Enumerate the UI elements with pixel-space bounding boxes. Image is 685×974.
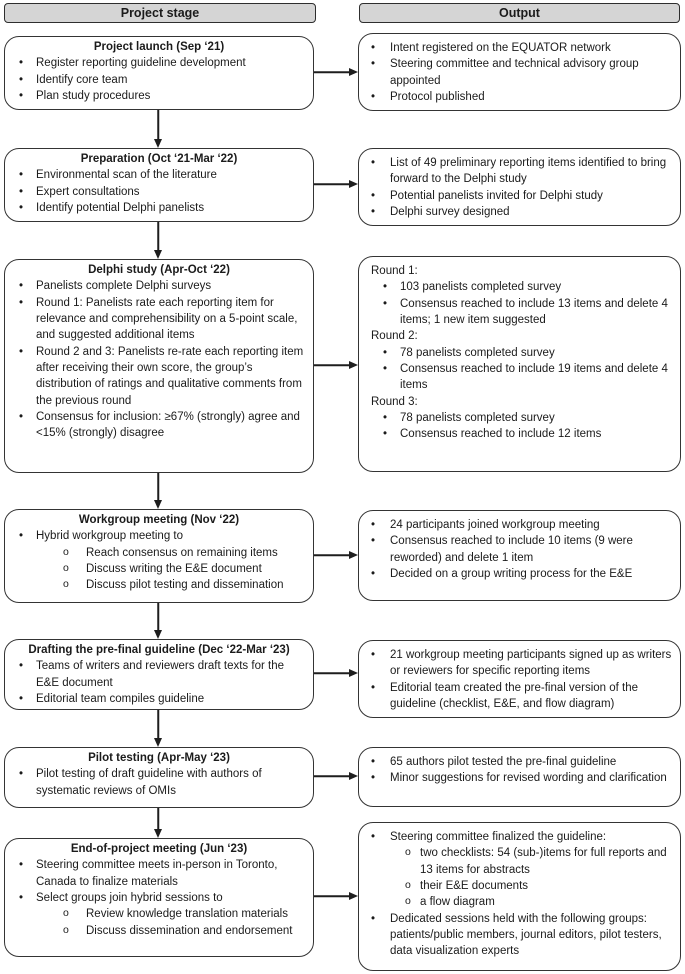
stage-title: Project launch (Sep ‘21) [93, 41, 225, 53]
item-text: Discuss dissemination and endorsement [86, 924, 293, 937]
item-text: Register reporting guideline development [36, 57, 246, 70]
item-text: Round 2 and 3: Panelists re-rate each reporting item after receiving their own score, the group’s distribution of ratings and qualitative comments from the previous round [36, 345, 304, 407]
arrow-line [157, 110, 159, 142]
bullet-icon: • [371, 756, 376, 768]
item-text: Decided on a group writing process for the E&E [390, 567, 633, 580]
list-item [13, 55, 305, 71]
output-box [358, 747, 681, 807]
bullet-icon: • [19, 410, 24, 423]
circle-bullet-icon: o [405, 878, 411, 891]
item-text: Hybrid workgroup meeting to [36, 530, 184, 543]
item-text: Editorial team compiles guideline [36, 692, 205, 705]
item-text: 21 workgroup meeting participants signed up as writers or reviewers for specific reporting items [390, 649, 672, 678]
arrow-head [349, 361, 358, 369]
list-item [379, 426, 672, 442]
down-arrow-icon [152, 110, 164, 148]
stage-list [13, 167, 305, 216]
circle-bullet-icon: o [63, 561, 69, 574]
item-text: Consensus reached to include 12 items [400, 428, 602, 441]
arrow-head [349, 892, 358, 900]
item-text: Panelists complete Delphi surveys [36, 280, 212, 293]
arrow-line [157, 603, 159, 633]
bullet-icon: • [383, 362, 388, 375]
arrow-head [349, 68, 358, 76]
list-item [367, 770, 672, 786]
list-item [57, 545, 305, 561]
down-arrow-icon [152, 222, 164, 259]
item-text: Review knowledge translation materials [86, 908, 288, 921]
item-text: 78 panelists completed survey [400, 346, 555, 359]
bullet-icon: • [383, 281, 388, 294]
item-text: Discuss writing the E&E document [86, 562, 262, 575]
down-arrow-icon [152, 808, 164, 838]
item-text: Editorial team created the pre-final version of the guideline (checklist, E&E, and flow diagram) [390, 681, 639, 710]
item-text: Expert consultations [36, 185, 140, 198]
list-item [13, 890, 305, 906]
list-item [367, 263, 672, 279]
sub-list [57, 906, 305, 939]
item-text: List of 49 preliminary reporting items identified to bring forward to the Delphi study [390, 157, 667, 186]
list-item [367, 517, 672, 533]
arrow-line [314, 554, 352, 556]
list-item [367, 56, 672, 89]
list-item [367, 911, 672, 960]
output-box [358, 822, 681, 971]
list-item [57, 906, 305, 922]
stage-box [4, 639, 314, 710]
bullet-icon: • [19, 891, 24, 904]
item-text: Plan study procedures [36, 89, 151, 102]
arrow-line [314, 775, 352, 777]
item-text: 65 authors pilot tested the pre-final guideline [390, 756, 617, 768]
bullet-icon: • [19, 345, 24, 358]
circle-bullet-icon: o [63, 907, 69, 920]
output-list [367, 517, 672, 582]
list-item [367, 89, 672, 105]
bullet-icon: • [371, 912, 376, 925]
right-arrow-icon [314, 178, 358, 190]
right-arrow-icon [314, 549, 358, 561]
bullet-icon: • [19, 201, 24, 214]
item-text: Discuss pilot testing and dissemination [86, 579, 284, 592]
right-arrow-icon [314, 770, 358, 782]
list-item [367, 680, 672, 713]
list-item [379, 361, 672, 394]
circle-bullet-icon: o [63, 578, 69, 591]
bullet-icon: • [19, 768, 24, 781]
list-item [13, 344, 305, 409]
bullet-icon: • [371, 535, 376, 548]
right-arrow-icon [314, 667, 358, 679]
arrow-head [154, 139, 162, 148]
item-text: two checklists: 54 (sub-)items for full reports and 13 items for abstracts [420, 847, 667, 876]
arrow-head [349, 180, 358, 188]
bullet-icon: • [371, 831, 376, 843]
arrow-head [349, 772, 358, 780]
list-item [13, 691, 305, 707]
item-text: Round 1: Panelists rate each reporting item for relevance and comprehensibility on a 5-point scale, and suggested additional items [36, 296, 298, 342]
bullet-icon: • [19, 660, 24, 673]
list-item [379, 410, 672, 426]
bullet-icon: • [371, 567, 376, 580]
item-text: Consensus reached to include 19 items and delete 4 items [400, 362, 668, 392]
stage-title: End-of-project meeting (Jun ‘23) [70, 843, 248, 855]
down-arrow-icon [152, 473, 164, 509]
list-item [401, 878, 672, 894]
list-item [367, 829, 672, 845]
bullet-icon: • [371, 519, 376, 531]
stage-box [4, 747, 314, 808]
arrow-line [314, 364, 352, 366]
list-item [379, 279, 672, 295]
stage-list [13, 658, 305, 707]
bullet-icon: • [371, 681, 376, 694]
down-arrow-icon [152, 603, 164, 639]
arrow-head [154, 500, 162, 509]
item-text: Protocol published [390, 90, 485, 103]
list-item [13, 409, 305, 442]
item-text: Pilot testing of draft guideline with authors of systematic reviews of OMIs [36, 768, 262, 797]
list-item [379, 296, 672, 329]
arrow-line [314, 183, 352, 185]
item-text: Teams of writers and reviewers draft texts for the E&E document [36, 660, 284, 689]
arrow-line [314, 71, 352, 73]
list-item [367, 647, 672, 680]
list-item [13, 295, 305, 344]
bullet-icon: • [19, 530, 24, 543]
output-box [358, 640, 681, 718]
arrow-head [154, 630, 162, 639]
stage-list [13, 857, 305, 939]
item-text: Steering committee and technical advisory group appointed [390, 58, 639, 87]
list-item [13, 857, 305, 890]
sub-list [379, 345, 672, 394]
stage-list [13, 528, 305, 593]
list-item [367, 754, 672, 770]
arrow-head [154, 829, 162, 838]
output-list [367, 647, 672, 712]
arrow-line [314, 895, 352, 897]
list-item [13, 167, 305, 183]
right-arrow-icon [314, 890, 358, 902]
arrow-line [157, 222, 159, 253]
item-text: Consensus reached to include 13 items and delete 4 items; 1 new item suggested [400, 297, 668, 326]
list-item [379, 345, 672, 361]
item-text: Consensus for inclusion: ≥67% (strongly) agree and <15% (strongly) disagree [36, 410, 300, 440]
bullet-icon: • [371, 42, 376, 54]
bullet-icon: • [19, 57, 24, 70]
stage-title: Preparation (Oct ‘21-Mar ‘22) [80, 153, 238, 165]
item-text: Dedicated sessions held with the following groups: patients/public members, journal editors, pilot testers, data visualization experts [390, 912, 662, 958]
circle-bullet-icon: o [63, 923, 69, 936]
bullet-icon: • [371, 189, 376, 202]
item-text: a flow diagram [420, 896, 495, 909]
output-box [358, 510, 681, 601]
bullet-icon: • [19, 280, 24, 293]
output-box [358, 33, 681, 111]
list-item [367, 328, 672, 344]
bullet-icon: • [19, 185, 24, 198]
item-text: Steering committee meets in-person in Toronto, Canada to finalize materials [36, 859, 278, 888]
output-list [367, 40, 672, 105]
bullet-icon: • [383, 346, 388, 359]
output-list [367, 754, 672, 787]
bullet-icon: • [371, 157, 376, 169]
item-text: Minor suggestions for revised wording and clarification [390, 772, 667, 785]
list-item [13, 72, 305, 88]
bullet-icon: • [383, 297, 388, 310]
sub-list [57, 545, 305, 594]
bullet-icon: • [371, 90, 376, 103]
stage-list [13, 278, 305, 441]
arrow-line [157, 473, 159, 503]
sub-list [379, 410, 672, 443]
sub-list [401, 845, 672, 910]
list-item [13, 766, 305, 799]
list-item [13, 658, 305, 691]
stage-box [4, 259, 314, 473]
bullet-icon: • [19, 859, 24, 872]
item-text: Environmental scan of the literature [36, 169, 217, 182]
item-text: Round 1: [371, 265, 418, 277]
output-list [367, 155, 672, 220]
bullet-icon: • [19, 692, 24, 705]
item-text: Delphi survey designed [390, 205, 510, 218]
list-item [367, 533, 672, 566]
bullet-icon: • [371, 205, 376, 218]
stage-box [4, 36, 314, 110]
stage-box [4, 148, 314, 222]
right-arrow-icon [314, 359, 358, 371]
item-text: Select groups join hybrid sessions to [36, 891, 223, 904]
stage-box [4, 838, 314, 957]
list-item [367, 394, 672, 410]
stage-title: Workgroup meeting (Nov ‘22) [78, 514, 240, 526]
stage-box [4, 509, 314, 603]
item-text: Consensus reached to include 10 items (9 were reworded) and delete 1 item [390, 535, 633, 564]
item-text: 103 panelists completed survey [400, 281, 562, 294]
stage-title: Delphi study (Apr-Oct ‘22) [88, 264, 230, 276]
circle-bullet-icon: o [63, 545, 69, 558]
list-item [367, 566, 672, 582]
bullet-icon: • [371, 649, 376, 661]
item-text: Steering committee finalized the guideline: [390, 831, 607, 843]
bullet-icon: • [19, 296, 24, 309]
circle-bullet-icon: o [405, 895, 411, 908]
list-item [57, 561, 305, 577]
list-item [13, 200, 305, 216]
list-item [401, 845, 672, 878]
bullet-icon: • [383, 428, 388, 441]
stage-list [13, 55, 305, 104]
list-item [367, 155, 672, 188]
list-item [367, 204, 672, 220]
arrow-head [154, 738, 162, 747]
output-box [358, 256, 681, 472]
stage-title: Drafting the pre-final guideline (Dec ‘22-Mar ‘23) [28, 644, 290, 656]
bullet-icon: • [371, 58, 376, 71]
arrow-head [154, 250, 162, 259]
right-arrow-icon [314, 66, 358, 78]
bullet-icon: • [19, 169, 24, 182]
item-text: their E&E documents [420, 879, 529, 892]
list-item [401, 894, 672, 910]
arrow-head [349, 551, 358, 559]
bullet-icon: • [383, 411, 388, 424]
bullet-icon: • [19, 73, 24, 86]
stage-list [13, 766, 305, 799]
bullet-icon: • [19, 89, 24, 102]
item-text: Identify core team [36, 73, 128, 86]
output-list [367, 263, 672, 443]
list-item [13, 88, 305, 104]
stage-title: Pilot testing (Apr-May ‘23) [88, 752, 230, 764]
list-item [57, 923, 305, 939]
circle-bullet-icon: o [405, 846, 411, 859]
column-header-output: Output [359, 3, 680, 23]
list-item [367, 188, 672, 204]
item-text: Potential panelists invited for Delphi study [390, 189, 603, 202]
item-text: 78 panelists completed survey [400, 411, 555, 424]
list-item [13, 278, 305, 294]
output-box [358, 148, 681, 226]
list-item [367, 40, 672, 56]
list-item [13, 528, 305, 544]
arrow-head [349, 669, 358, 677]
item-text: Reach consensus on remaining items [86, 546, 278, 559]
sub-list [379, 279, 672, 328]
arrow-line [157, 710, 159, 741]
arrow-line [314, 672, 352, 674]
column-header-project-stage: Project stage [4, 3, 316, 23]
output-list [367, 829, 672, 960]
list-item [57, 577, 305, 593]
item-text: Round 3: [371, 395, 418, 408]
list-item [13, 184, 305, 200]
item-text: 24 participants joined workgroup meeting [390, 519, 600, 531]
item-text: Identify potential Delphi panelists [36, 201, 205, 214]
item-text: Round 2: [371, 330, 418, 343]
bullet-icon: • [371, 772, 376, 785]
down-arrow-icon [152, 710, 164, 747]
item-text: Intent registered on the EQUATOR network [390, 42, 611, 54]
